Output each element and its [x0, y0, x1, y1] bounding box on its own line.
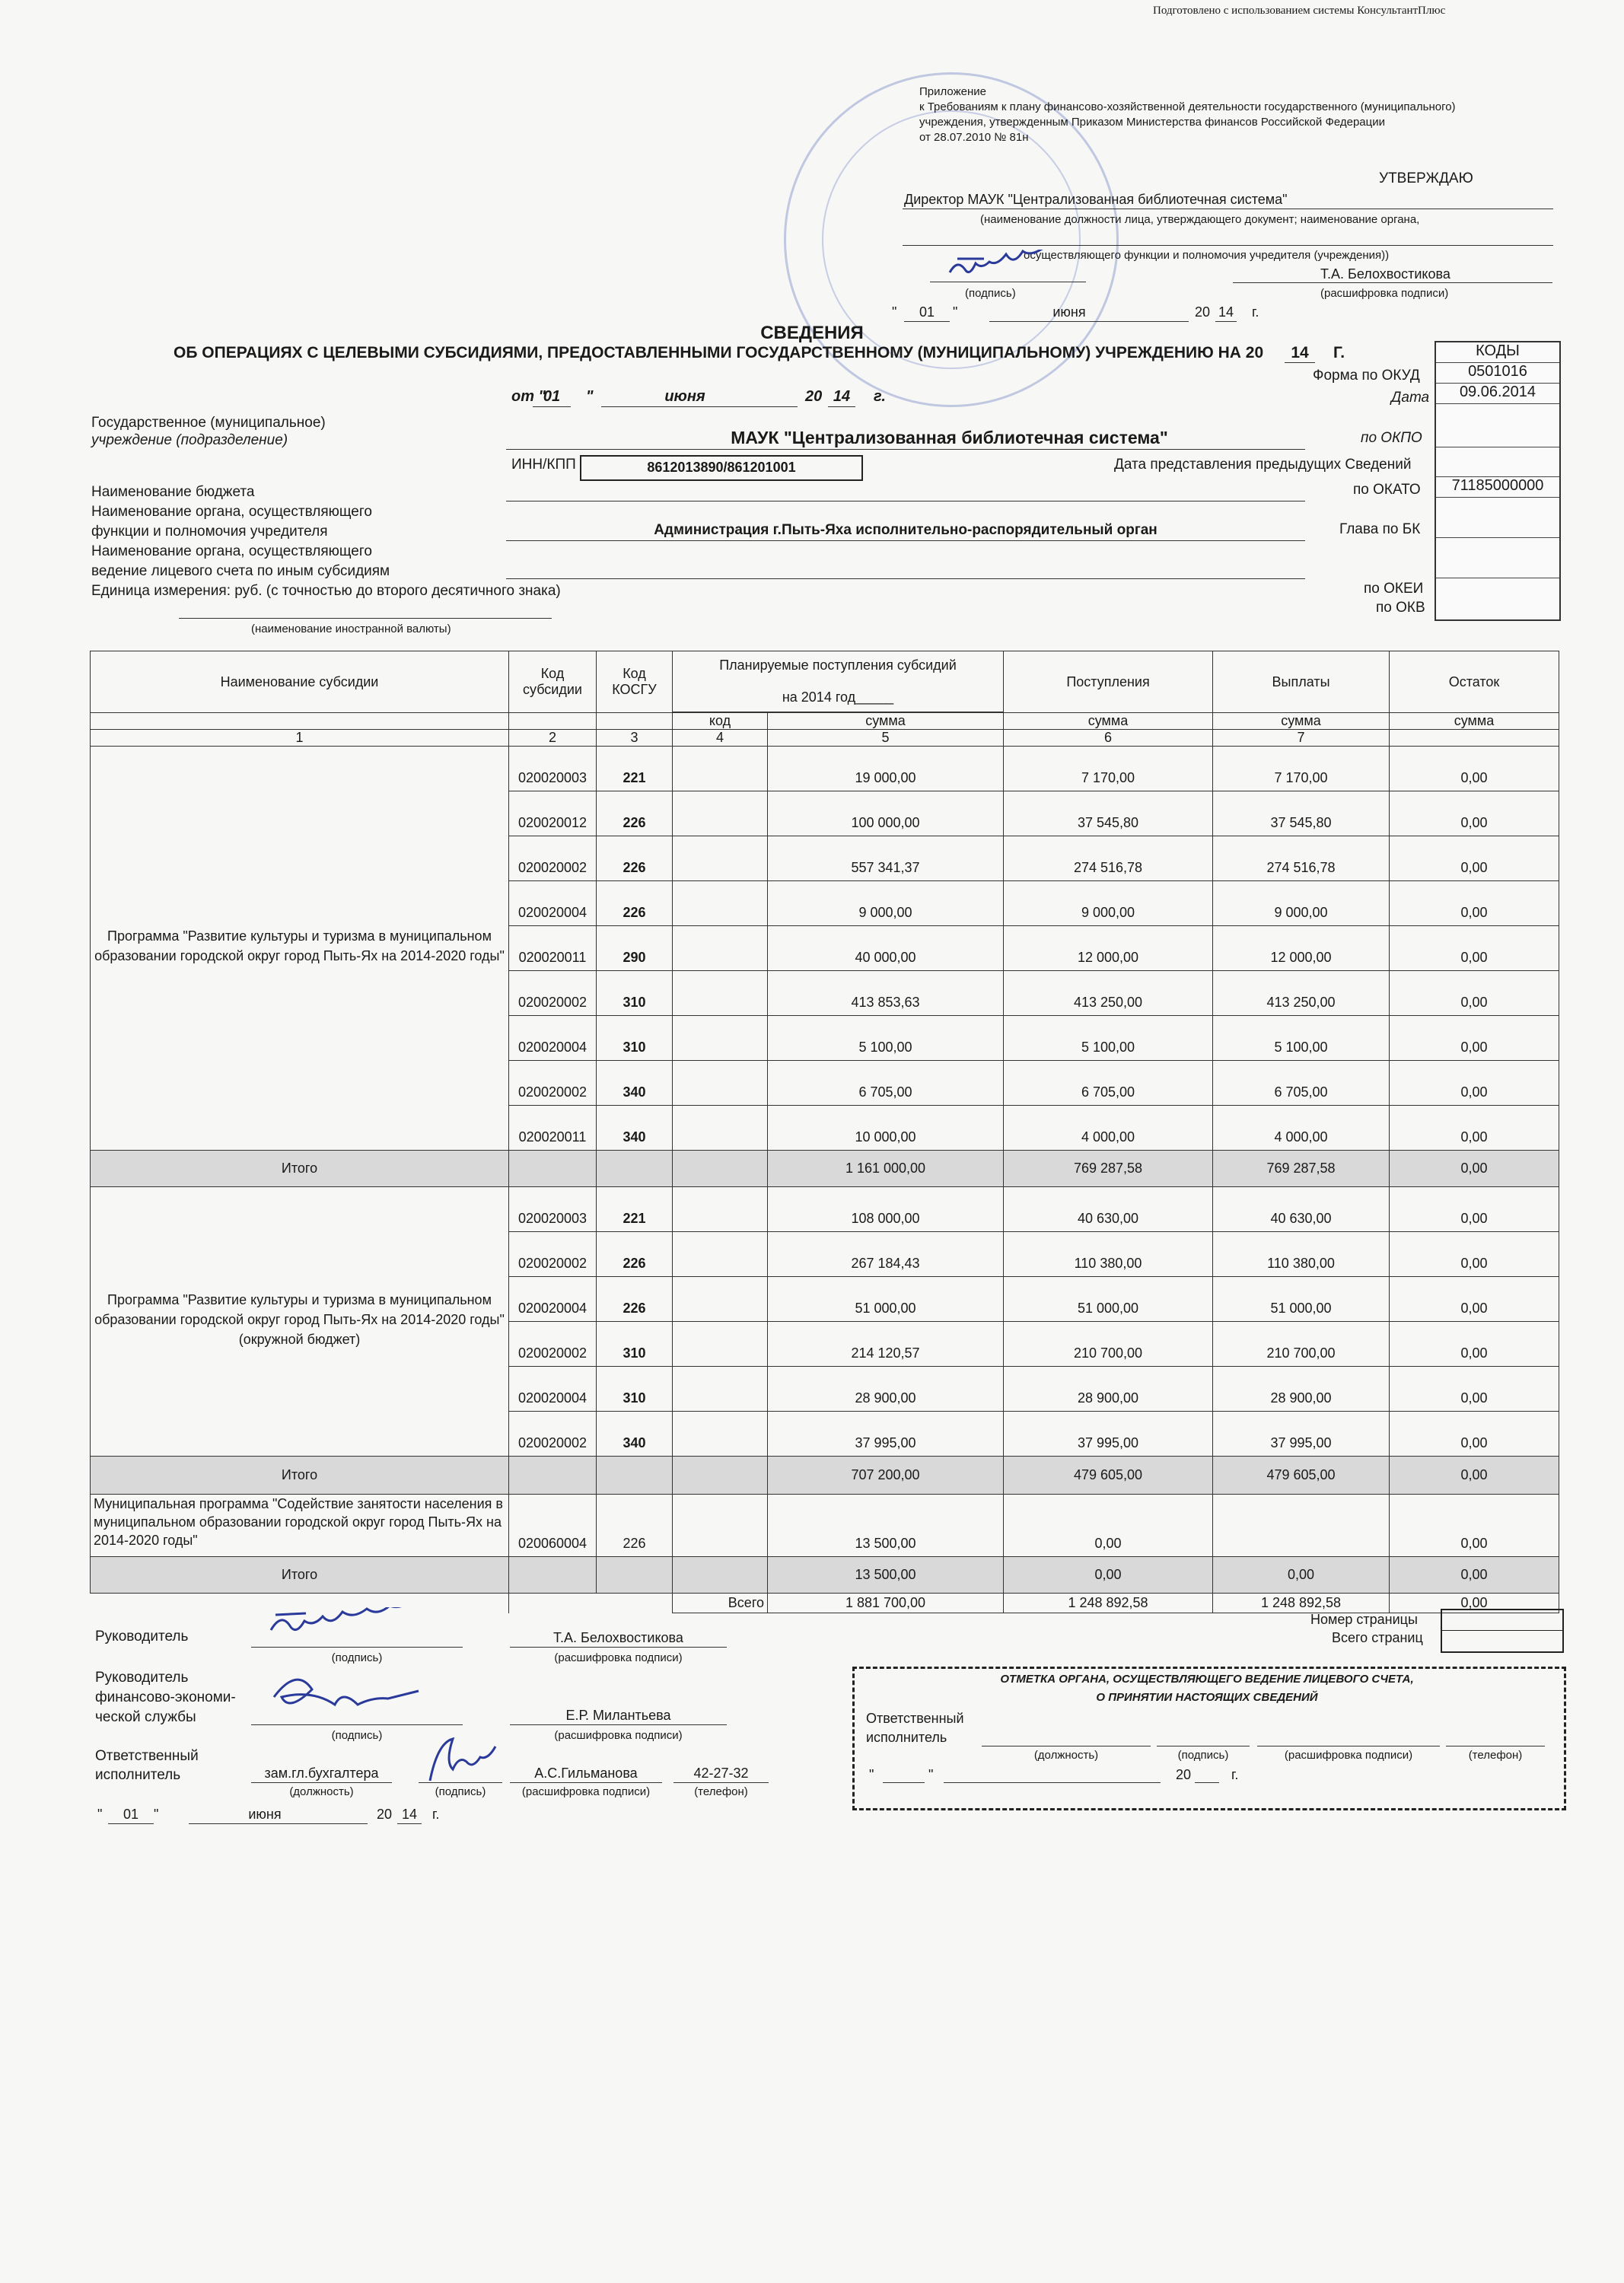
group2-code-cell: 020020002 — [509, 1232, 597, 1277]
document-subtitle-year: 14 — [1291, 344, 1309, 361]
subsidies-table — [90, 651, 1559, 1613]
doc-date-year: 14 — [833, 388, 851, 405]
group2-sub-code-cell — [673, 1322, 768, 1367]
colnum-7: 7 — [1213, 730, 1390, 747]
group1-payments-cell: 6 705,00 — [1213, 1061, 1390, 1106]
sig-fin-label-1: Руководитель — [95, 1670, 189, 1686]
group2-planned-cell: 28 900,00 — [768, 1367, 1004, 1412]
group2-payments-cell: 40 630,00 — [1213, 1187, 1390, 1232]
label-founder-1: Наименование органа, осуществляющего — [91, 504, 372, 520]
group1-sub-code-cell — [673, 1061, 768, 1106]
group2-sub-code-cell — [673, 1232, 768, 1277]
colnum-6: 6 — [1004, 730, 1213, 747]
group1-code-cell: 020020002 — [509, 836, 597, 881]
sig-date-q1: " — [97, 1807, 103, 1822]
label-founder-2: функции и полномочия учредителя — [91, 524, 328, 540]
group1-receipts-cell: 5 100,00 — [1004, 1016, 1213, 1061]
sig-head-name-hint: (расшифровка подписи) — [554, 1651, 683, 1664]
mark-title-1: ОТМЕТКА ОРГАНА, ОСУЩЕСТВЛЯЮЩЕГО ВЕДЕНИЕ ЛИЦЕВОГО СЧЕТА, — [1000, 1673, 1414, 1686]
group1-sub-code-cell — [673, 926, 768, 971]
grand-total-label: Всего — [673, 1594, 768, 1613]
label-institution-2: учреждение (подразделение) — [91, 432, 288, 448]
label-okpo: по ОКПО — [1361, 430, 1422, 446]
approve-name-hint: (расшифровка подписи) — [1320, 287, 1449, 300]
account-mark-box — [852, 1667, 1566, 1810]
group1-sub-code-cell — [673, 881, 768, 926]
label-prev-date: Дата представления предыдущих Сведений — [1114, 457, 1412, 473]
group1-kosgu-cell: 340 — [597, 1106, 673, 1151]
group1-kosgu-cell: 226 — [597, 836, 673, 881]
group1-receipts-cell: 12 000,00 — [1004, 926, 1213, 971]
group1-balance-cell: 0,00 — [1390, 881, 1559, 926]
group1-planned-cell: 9 000,00 — [768, 881, 1004, 926]
founder-name: Администрация г.Пыть-Яха исполнительно-распорядительный орган — [654, 522, 1157, 538]
group1-payments-cell: 37 545,80 — [1213, 791, 1390, 836]
group2-name: Программа "Развитие культуры и туризма в муниципальном образовании городской округ город Пыть-Ях на 2014-2020 годы" (окружной бюджет) — [91, 1187, 509, 1457]
group2-code-cell: 020020002 — [509, 1412, 597, 1457]
table-row — [91, 747, 1559, 791]
group3-planned: 13 500,00 — [768, 1495, 1004, 1557]
group1-code-cell: 020020004 — [509, 1016, 597, 1061]
group2-code-cell: 020020002 — [509, 1322, 597, 1367]
group1-receipts-cell: 9 000,00 — [1004, 881, 1213, 926]
group2-balance-cell: 0,00 — [1390, 1277, 1559, 1322]
group2-payments-cell: 51 000,00 — [1213, 1277, 1390, 1322]
appendix-line-3: учреждения, утвержденным Приказом Министерства финансов Российской Федерации — [919, 116, 1385, 129]
appendix-line-1: Приложение — [919, 85, 986, 98]
th-payments: Выплаты — [1213, 651, 1390, 713]
label-unit: Единица измерения: руб. (с точностью до второго десятичного знака) — [91, 583, 561, 599]
mark-year-prefix: 20 — [1176, 1767, 1192, 1782]
th-balance: Остаток — [1390, 651, 1559, 713]
currency-hint: (наименование иностранной валюты) — [251, 622, 451, 635]
mark-sign-hint: (подпись) — [1177, 1749, 1229, 1762]
group1-balance-cell: 0,00 — [1390, 926, 1559, 971]
sig-exec-pos-hint: (должность) — [289, 1785, 354, 1798]
group2-planned-cell: 267 184,43 — [768, 1232, 1004, 1277]
group2-balance-cell: 0,00 — [1390, 1232, 1559, 1277]
group1-total-label: Итого — [91, 1151, 509, 1187]
group2-sub-code-cell — [673, 1367, 768, 1412]
code-bk — [1436, 498, 1559, 538]
group1-receipts-cell: 7 170,00 — [1004, 747, 1213, 791]
sig-exec-name: А.С.Гильманова — [534, 1766, 638, 1781]
group2-sub-code-cell — [673, 1187, 768, 1232]
sig-date-year: 14 — [401, 1807, 418, 1822]
group1-planned-cell: 6 705,00 — [768, 1061, 1004, 1106]
page-number-label: Номер страницы — [1310, 1612, 1418, 1627]
group2-kosgu-cell: 226 — [597, 1232, 673, 1277]
grand-total-payments: 1 248 892,58 — [1213, 1594, 1390, 1613]
doc-date-q: " — [586, 388, 594, 405]
group1-payments-cell: 9 000,00 — [1213, 881, 1390, 926]
group1-balance-cell: 0,00 — [1390, 747, 1559, 791]
label-okud: Форма по ОКУД — [1313, 368, 1420, 384]
group3-payments — [1213, 1495, 1390, 1557]
mark-year-suffix: г. — [1231, 1767, 1239, 1782]
group1-balance-cell: 0,00 — [1390, 791, 1559, 836]
sig-date-q2: " — [154, 1807, 159, 1822]
group1-code-cell: 020020002 — [509, 971, 597, 1016]
group3-total-planned: 13 500,00 — [768, 1557, 1004, 1594]
code-okpo — [1436, 404, 1559, 447]
group1-kosgu-cell: 226 — [597, 881, 673, 926]
group2-total-planned: 707 200,00 — [768, 1457, 1004, 1495]
th-sub-code: код — [673, 713, 768, 730]
code-okato: 71185000000 — [1436, 477, 1559, 498]
group1-kosgu-cell: 310 — [597, 1016, 673, 1061]
group2-code-cell: 020020004 — [509, 1367, 597, 1412]
group1-code-cell: 020020011 — [509, 926, 597, 971]
group1-sub-code-cell — [673, 971, 768, 1016]
code-okud: 0501016 — [1436, 363, 1559, 384]
sig-fin-label-3: ческой службы — [95, 1709, 196, 1725]
group1-kosgu-cell: 340 — [597, 1061, 673, 1106]
mark-exec-2: исполнитель — [866, 1730, 947, 1745]
page-number-box — [1441, 1609, 1564, 1653]
appendix-line-4: от 28.07.2010 № 81н — [919, 131, 1029, 144]
group1-code-cell: 020020002 — [509, 1061, 597, 1106]
th-sub-sum-payments: сумма — [1213, 713, 1390, 730]
code-prev-date — [1436, 447, 1559, 477]
codes-header: КОДЫ — [1436, 342, 1559, 363]
fin-signature — [259, 1667, 441, 1732]
approve-date-year-prefix: 20 — [1195, 304, 1211, 320]
colnum-2: 2 — [509, 730, 597, 747]
group2-planned-cell: 51 000,00 — [768, 1277, 1004, 1322]
group2-total-payments: 479 605,00 — [1213, 1457, 1390, 1495]
mark-pos-hint: (должность) — [1033, 1749, 1099, 1762]
sig-date-month: июня — [248, 1807, 282, 1822]
group1-balance-cell: 0,00 — [1390, 1016, 1559, 1061]
grand-total-planned: 1 881 700,00 — [768, 1594, 1004, 1613]
group1-receipts-cell: 413 250,00 — [1004, 971, 1213, 1016]
label-bk: Глава по БК — [1339, 521, 1421, 537]
label-other-2: ведение лицевого счета по иным субсидиям — [91, 563, 390, 579]
sig-fin-name: Е.Р. Милантьева — [565, 1708, 671, 1723]
codes-box — [1435, 341, 1561, 621]
group2-balance-cell: 0,00 — [1390, 1367, 1559, 1412]
group2-kosgu-cell: 226 — [597, 1277, 673, 1322]
group1-planned-cell: 40 000,00 — [768, 926, 1004, 971]
head-signature — [265, 1607, 447, 1646]
group1-kosgu-cell: 290 — [597, 926, 673, 971]
group2-kosgu-cell: 310 — [597, 1322, 673, 1367]
group2-total-receipts: 479 605,00 — [1004, 1457, 1213, 1495]
th-sub-sum-planned: сумма — [768, 713, 1004, 730]
code-okv — [1436, 578, 1559, 618]
group2-planned-cell: 108 000,00 — [768, 1187, 1004, 1232]
group1-kosgu-cell: 221 — [597, 747, 673, 791]
mark-phone-hint: (телефон) — [1468, 1749, 1523, 1762]
group1-sub-code-cell — [673, 836, 768, 881]
approve-date-q1: " — [892, 304, 897, 320]
sig-fin-sign-hint: (подпись) — [331, 1729, 383, 1742]
group1-total-receipts: 769 287,58 — [1004, 1151, 1213, 1187]
group2-kosgu-cell: 310 — [597, 1367, 673, 1412]
group1-planned-cell: 100 000,00 — [768, 791, 1004, 836]
group2-sub-code-cell — [673, 1277, 768, 1322]
sig-exec-phone-hint: (телефон) — [694, 1785, 748, 1798]
group1-code-cell: 020020012 — [509, 791, 597, 836]
label-okato: по ОКАТО — [1353, 482, 1421, 498]
colnum-4: 4 — [673, 730, 768, 747]
th-name: Наименование субсидии — [91, 651, 509, 713]
th-sub-sum-balance: сумма — [1390, 713, 1559, 730]
group1-code-cell: 020020011 — [509, 1106, 597, 1151]
document-subtitle: ОБ ОПЕРАЦИЯХ С ЦЕЛЕВЫМИ СУБСИДИЯМИ, ПРЕДОСТАВЛЕННЫМИ ГОСУДАРСТВЕННОМУ (МУНИЦИПАЛЬНОМУ) УЧРЕЖДЕНИЮ НА 20 — [174, 344, 1264, 361]
group1-planned-cell: 10 000,00 — [768, 1106, 1004, 1151]
mark-date-close: " — [928, 1767, 934, 1782]
group3-total-payments: 0,00 — [1213, 1557, 1390, 1594]
group1-planned-cell: 5 100,00 — [768, 1016, 1004, 1061]
group1-sub-code-cell — [673, 1016, 768, 1061]
group1-code-cell: 020020004 — [509, 881, 597, 926]
group2-kosgu-cell: 221 — [597, 1187, 673, 1232]
sig-exec-phone: 42-27-32 — [693, 1766, 749, 1781]
approve-date-suffix: г. — [1252, 304, 1259, 320]
group1-planned-cell: 557 341,37 — [768, 836, 1004, 881]
group3-balance: 0,00 — [1390, 1495, 1559, 1557]
group1-payments-cell: 12 000,00 — [1213, 926, 1390, 971]
consultant-note: Подготовлено с использованием системы КонсультантПлюс — [1153, 5, 1446, 17]
total-pages-label: Всего страниц — [1332, 1630, 1423, 1645]
group2-receipts-cell: 51 000,00 — [1004, 1277, 1213, 1322]
group1-planned-cell: 19 000,00 — [768, 747, 1004, 791]
group2-payments-cell: 210 700,00 — [1213, 1322, 1390, 1367]
group1-kosgu-cell: 310 — [597, 971, 673, 1016]
group1-total-planned: 1 161 000,00 — [768, 1151, 1004, 1187]
group2-total-balance: 0,00 — [1390, 1457, 1559, 1495]
doc-date-month: июня — [664, 388, 705, 405]
sig-exec-label-2: исполнитель — [95, 1767, 181, 1783]
group1-receipts-cell: 274 516,78 — [1004, 836, 1213, 881]
group1-receipts-cell: 4 000,00 — [1004, 1106, 1213, 1151]
th-code: Код субсидии — [509, 651, 597, 713]
sig-head-name: Т.А. Белохвостикова — [553, 1630, 683, 1645]
th-planned: Планируемые поступления субсидий на 2014 год_____ — [673, 651, 1004, 712]
group1-balance-cell: 0,00 — [1390, 836, 1559, 881]
group2-code-cell: 020020003 — [509, 1187, 597, 1232]
group2-receipts-cell: 40 630,00 — [1004, 1187, 1213, 1232]
document-subtitle-suffix: Г. — [1333, 344, 1345, 361]
grand-total-receipts: 1 248 892,58 — [1004, 1594, 1213, 1613]
group1-payments-cell: 274 516,78 — [1213, 836, 1390, 881]
label-other-1: Наименование органа, осуществляющего — [91, 543, 372, 559]
group2-planned-cell: 214 120,57 — [768, 1322, 1004, 1367]
group1-total-payments: 769 287,58 — [1213, 1151, 1390, 1187]
group2-total-label: Итого — [91, 1457, 509, 1495]
table-row — [91, 1187, 1559, 1232]
approve-date-year: 14 — [1218, 304, 1234, 320]
group1-balance-cell: 0,00 — [1390, 1061, 1559, 1106]
approve-sign-hint: (подпись) — [965, 287, 1016, 300]
group3-kosgu: 226 — [597, 1495, 673, 1557]
group3-receipts: 0,00 — [1004, 1495, 1213, 1557]
sig-date-day: 01 — [123, 1807, 139, 1822]
group2-balance-cell: 0,00 — [1390, 1187, 1559, 1232]
group1-sub-code-cell — [673, 1106, 768, 1151]
exec-signature — [415, 1727, 506, 1793]
inn-kpp-box: 8612013890/861201001 — [580, 455, 863, 481]
grand-total-balance: 0,00 — [1390, 1594, 1559, 1613]
approve-date-month: июня — [1052, 304, 1086, 320]
sig-head-sign-hint: (подпись) — [331, 1651, 383, 1664]
sig-fin-name-hint: (расшифровка подписи) — [554, 1729, 683, 1742]
label-okei: по ОКЕИ — [1364, 581, 1424, 597]
group1-receipts-cell: 6 705,00 — [1004, 1061, 1213, 1106]
th-sub-sum-receipts: сумма — [1004, 713, 1213, 730]
group3-total-label: Итого — [91, 1557, 509, 1594]
sig-exec-sign-hint: (подпись) — [435, 1785, 486, 1798]
label-okv: по ОКВ — [1376, 600, 1425, 616]
group1-kosgu-cell: 226 — [597, 791, 673, 836]
group3-total-receipts: 0,00 — [1004, 1557, 1213, 1594]
group2-payments-cell: 110 380,00 — [1213, 1232, 1390, 1277]
approve-date-day: 01 — [919, 304, 935, 320]
group1-balance-cell: 0,00 — [1390, 971, 1559, 1016]
group3-code: 020060004 — [509, 1495, 597, 1557]
group1-balance-cell: 0,00 — [1390, 1106, 1559, 1151]
group1-payments-cell: 4 000,00 — [1213, 1106, 1390, 1151]
colnum-3: 3 — [597, 730, 673, 747]
group2-payments-cell: 28 900,00 — [1213, 1367, 1390, 1412]
label-inn: ИНН/КПП — [511, 457, 576, 473]
group2-payments-cell: 37 995,00 — [1213, 1412, 1390, 1457]
doc-date-prefix: от " — [511, 388, 546, 405]
institution-name: МАУК "Централизованная библиотечная система" — [731, 428, 1168, 447]
group1-sub-code-cell — [673, 747, 768, 791]
appendix-line-2: к Требованиям к плану финансово-хозяйственной деятельности государственного (муниципального) — [919, 100, 1456, 113]
doc-date-suffix: г. — [874, 388, 886, 405]
group2-kosgu-cell: 340 — [597, 1412, 673, 1457]
group2-receipts-cell: 28 900,00 — [1004, 1367, 1213, 1412]
th-kosgu: Код КОСГУ — [597, 651, 673, 713]
approve-name: Т.А. Белохвостикова — [1320, 266, 1450, 282]
group2-sub-code-cell — [673, 1412, 768, 1457]
doc-date-day: 01 — [543, 388, 561, 405]
sig-exec-position: зам.гл.бухгалтера — [264, 1766, 379, 1781]
label-date: Дата — [1391, 390, 1430, 406]
sig-exec-name-hint: (расшифровка подписи) — [521, 1785, 651, 1798]
mark-date-open: " — [869, 1767, 874, 1782]
colnum-5: 5 — [768, 730, 1004, 747]
approve-position-hint-2: осуществляющего функции и полномочия учредителя (учреждения)) — [1024, 249, 1390, 262]
group2-planned-cell: 37 995,00 — [768, 1412, 1004, 1457]
approve-position-hint: (наименование должности лица, утверждающего документ; наименование органа, — [980, 213, 1420, 226]
sig-head-label: Руководитель — [95, 1629, 189, 1645]
label-budget: Наименование бюджета — [91, 484, 255, 500]
group2-balance-cell: 0,00 — [1390, 1322, 1559, 1367]
sig-fin-label-2: финансово-экономи- — [95, 1689, 236, 1705]
group2-receipts-cell: 210 700,00 — [1004, 1322, 1213, 1367]
group1-receipts-cell: 37 545,80 — [1004, 791, 1213, 836]
group2-receipts-cell: 37 995,00 — [1004, 1412, 1213, 1457]
group1-code-cell: 020020003 — [509, 747, 597, 791]
group1-name: Программа "Развитие культуры и туризма в муниципальном образовании городской округ город Пыть-Ях на 2014-2020 годы" — [91, 747, 509, 1151]
code-date: 09.06.2014 — [1436, 384, 1559, 404]
colnum-8 — [1390, 730, 1559, 747]
group2-balance-cell: 0,00 — [1390, 1412, 1559, 1457]
label-institution-1: Государственное (муниципальное) — [91, 415, 326, 431]
mark-exec-1: Ответственный — [866, 1711, 964, 1726]
mark-title-2: О ПРИНЯТИИ НАСТОЯЩИХ СВЕДЕНИЙ — [1096, 1691, 1318, 1704]
group1-payments-cell: 5 100,00 — [1213, 1016, 1390, 1061]
approve-date-q2: " — [953, 304, 958, 320]
document-title: СВЕДЕНИЯ — [760, 323, 864, 343]
group1-sub-code-cell — [673, 791, 768, 836]
approve-signature — [942, 250, 1056, 292]
group1-planned-cell: 413 853,63 — [768, 971, 1004, 1016]
group3-total-balance: 0,00 — [1390, 1557, 1559, 1594]
sig-date-year-prefix: 20 — [377, 1807, 393, 1822]
sig-date-suffix: г. — [432, 1807, 440, 1822]
group1-payments-cell: 413 250,00 — [1213, 971, 1390, 1016]
sig-exec-label-1: Ответственный — [95, 1748, 199, 1764]
colnum-1: 1 — [91, 730, 509, 747]
group2-code-cell: 020020004 — [509, 1277, 597, 1322]
mark-name-hint: (расшифровка подписи) — [1284, 1749, 1413, 1762]
approve-position: Директор МАУК "Централизованная библиотечная система" — [904, 192, 1288, 207]
group3-name: Муниципальная программа "Содействие занятости населения в муниципальном образовании городской округ город Пыть-Ях на 2014-2020 годы" — [91, 1495, 509, 1557]
th-receipts: Поступления — [1004, 651, 1213, 713]
group1-payments-cell: 7 170,00 — [1213, 747, 1390, 791]
approve-title: УТВЕРЖДАЮ — [1379, 170, 1473, 186]
group2-receipts-cell: 110 380,00 — [1004, 1232, 1213, 1277]
group1-total-balance: 0,00 — [1390, 1151, 1559, 1187]
doc-date-year-prefix: 20 — [805, 388, 823, 405]
code-okei — [1436, 538, 1559, 578]
